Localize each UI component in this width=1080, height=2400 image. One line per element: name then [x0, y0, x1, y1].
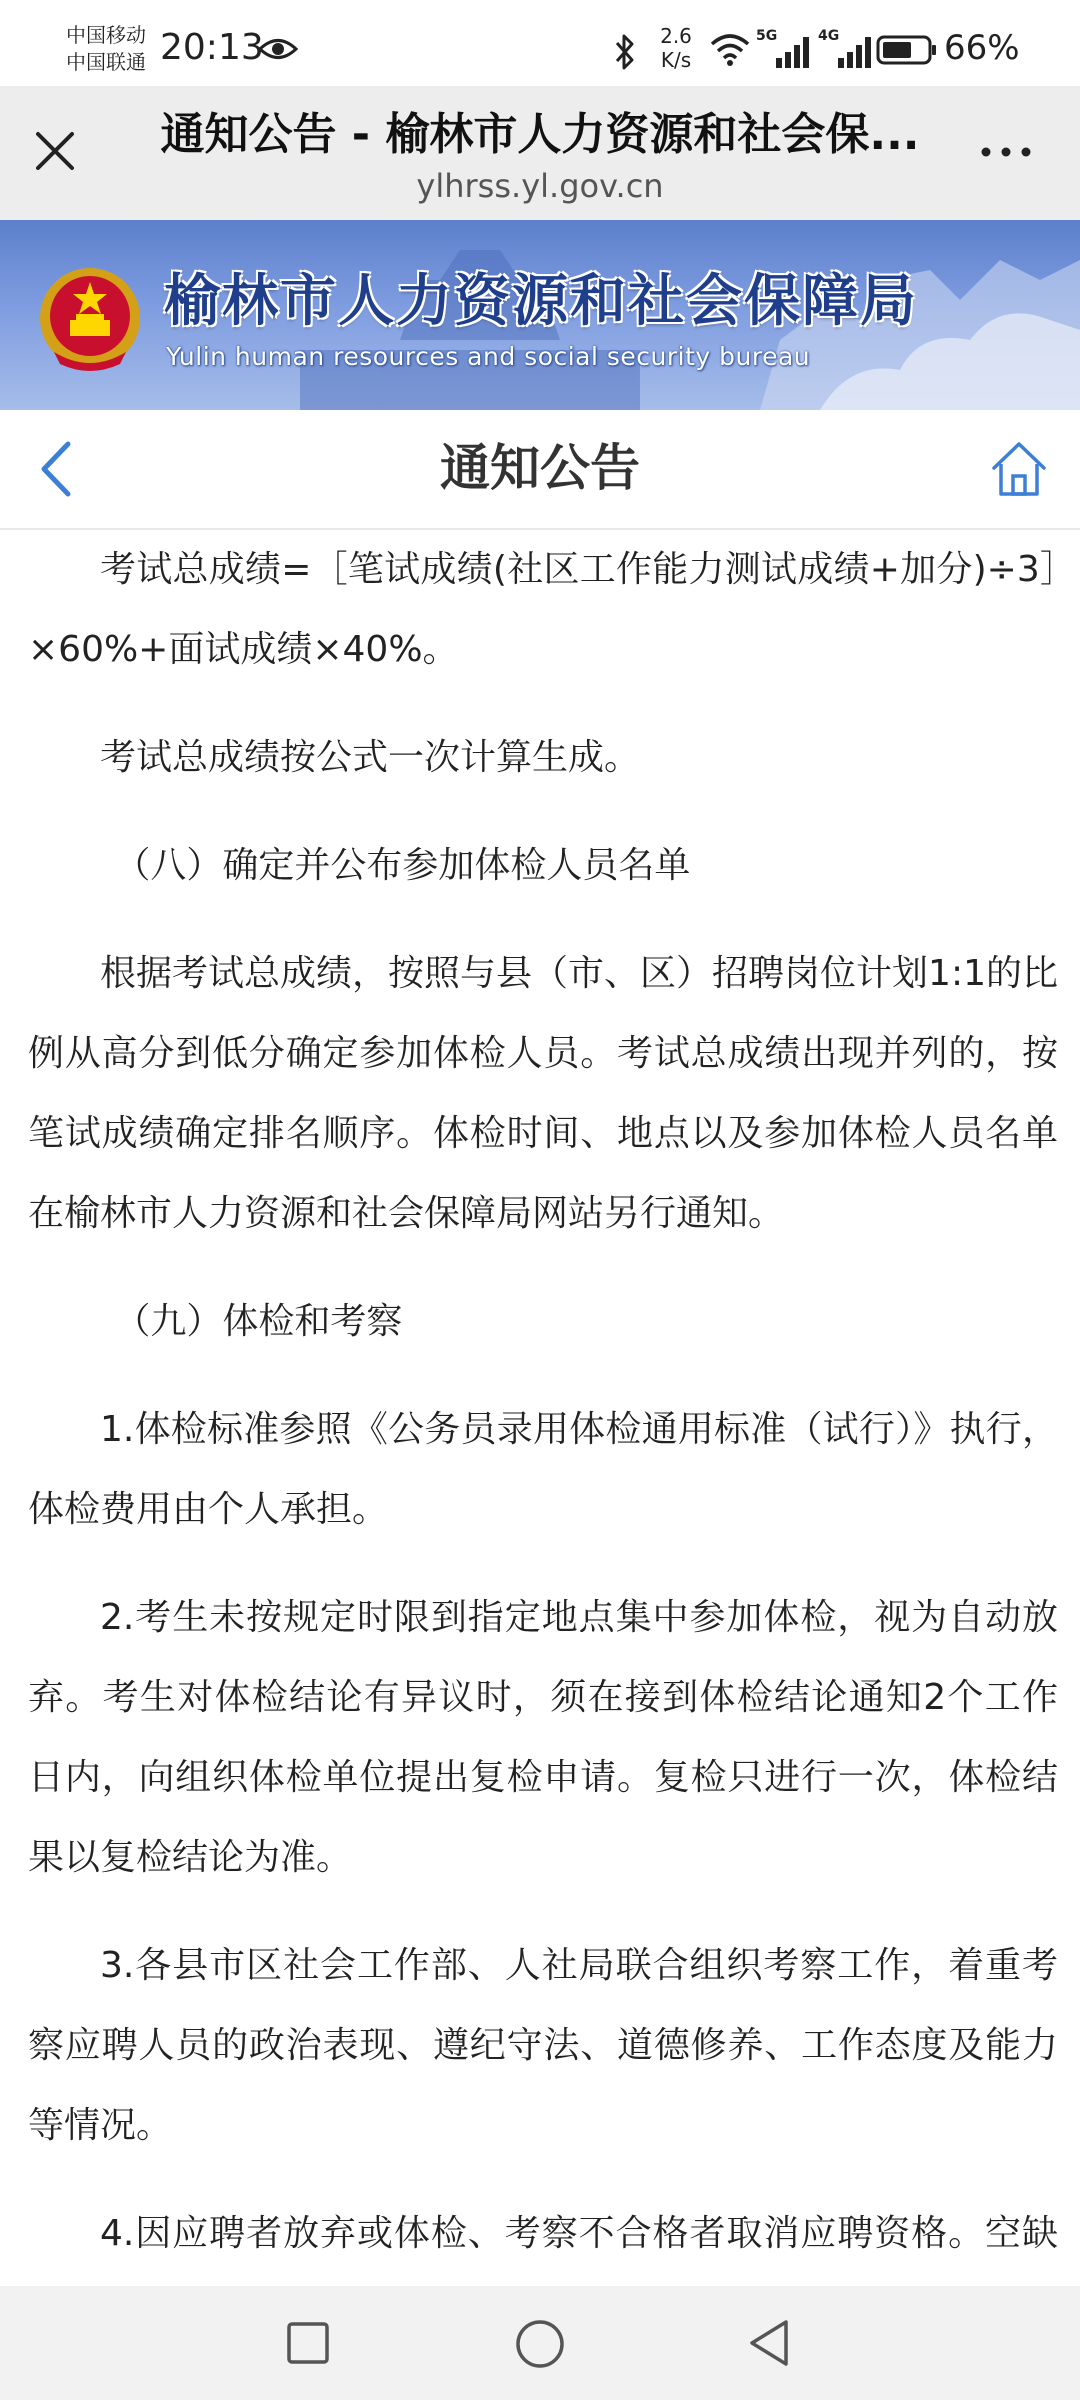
net-4g-label: 4G [818, 28, 840, 44]
section-heading: （八）确定并公布参加体检人员名单 [114, 845, 691, 886]
site-banner [0, 220, 1080, 410]
page-title: 通知公告 [440, 439, 640, 497]
home-icon[interactable] [990, 438, 1048, 498]
signal-5g [756, 30, 818, 70]
bluetooth-icon [610, 32, 640, 72]
battery-icon [876, 34, 938, 66]
signal-4g-icon [818, 30, 880, 70]
carrier-2: 中国联通 [66, 50, 146, 74]
article-paragraph: 考试总成绩=［笔试成绩(社区工作能力测试成绩+加分)÷3］×60%+面试成绩×40%。 [28, 549, 1058, 670]
browser-title-bar [0, 86, 1080, 220]
signal-5g-icon [756, 30, 818, 70]
net-5g-label: 5G [756, 28, 778, 44]
carrier-1: 中国移动 [66, 23, 146, 47]
net-speed [654, 24, 698, 72]
system-navigation-bar [0, 2286, 1080, 2400]
page-nav-bar [0, 410, 1080, 530]
home-circle-icon[interactable] [514, 2318, 566, 2370]
status-bar [0, 0, 1080, 86]
wifi-icon [708, 32, 752, 68]
article-body [28, 530, 1058, 2354]
banner-subtitle: Yulin human resources and social security bureau [166, 342, 811, 371]
net-speed-value: 2.6 [660, 24, 692, 48]
net-speed-unit: K/s [660, 48, 692, 72]
article-paragraph: 根据考试总成绩，按照与县（市、区）招聘岗位计划1:1的比例从高分到低分确定参加体检人员。考试总成绩出现并列的，按笔试成绩确定排名顺序。体检时间、地点以及参加体检人员名单在榆林市人力资源和社会保障局网站另行通知。 [28, 953, 1058, 1234]
battery-percent: 66% [944, 28, 1020, 68]
signal-4g [818, 30, 880, 70]
banner-title: 榆林市人力资源和社会保障局 [164, 268, 918, 334]
national-emblem-icon [36, 264, 144, 376]
battery-fill [883, 42, 911, 58]
section-heading: （九）体检和考察 [114, 1301, 403, 1342]
carrier-info [66, 22, 146, 76]
article-paragraph: 3.各县市区社会工作部、人社局联合组织考察工作，着重考察应聘人员的政治表现、遵纪守法、道德修养、工作态度及能力等情况。 [28, 1945, 1058, 2146]
eye-icon [258, 36, 298, 62]
back-icon[interactable] [34, 438, 80, 500]
article-paragraph: 2.考生未按规定时限到指定地点集中参加体检，视为自动放弃。考生对体检结论有异议时，须在接到体检结论通知2个工作日内，向组织体检单位提出复检申请。复检只进行一次，体检结果以复检结论为准。 [28, 1597, 1058, 1878]
browser-page-title: 通知公告 - 榆林市人力资源和社会保... [160, 109, 920, 160]
back-triangle-icon[interactable] [744, 2316, 794, 2370]
article-paragraph: 4.因应聘者放弃或体检、考察不合格者取消应聘资格。空缺 [100, 2213, 1058, 2254]
status-time: 20:13 [160, 27, 264, 68]
article-paragraph: 1.体检标准参照《公务员录用体检通用标准（试行）》执行，体检费用由个人承担。 [28, 1409, 1058, 1530]
more-icon[interactable] [976, 140, 1036, 164]
recent-apps-icon[interactable] [285, 2320, 331, 2366]
close-icon[interactable] [30, 126, 80, 176]
article-paragraph: 考试总成绩按公式一次计算生成。 [100, 737, 641, 778]
article-content[interactable] [0, 530, 1080, 2286]
browser-page-url: ylhrss.yl.gov.cn [416, 167, 664, 205]
